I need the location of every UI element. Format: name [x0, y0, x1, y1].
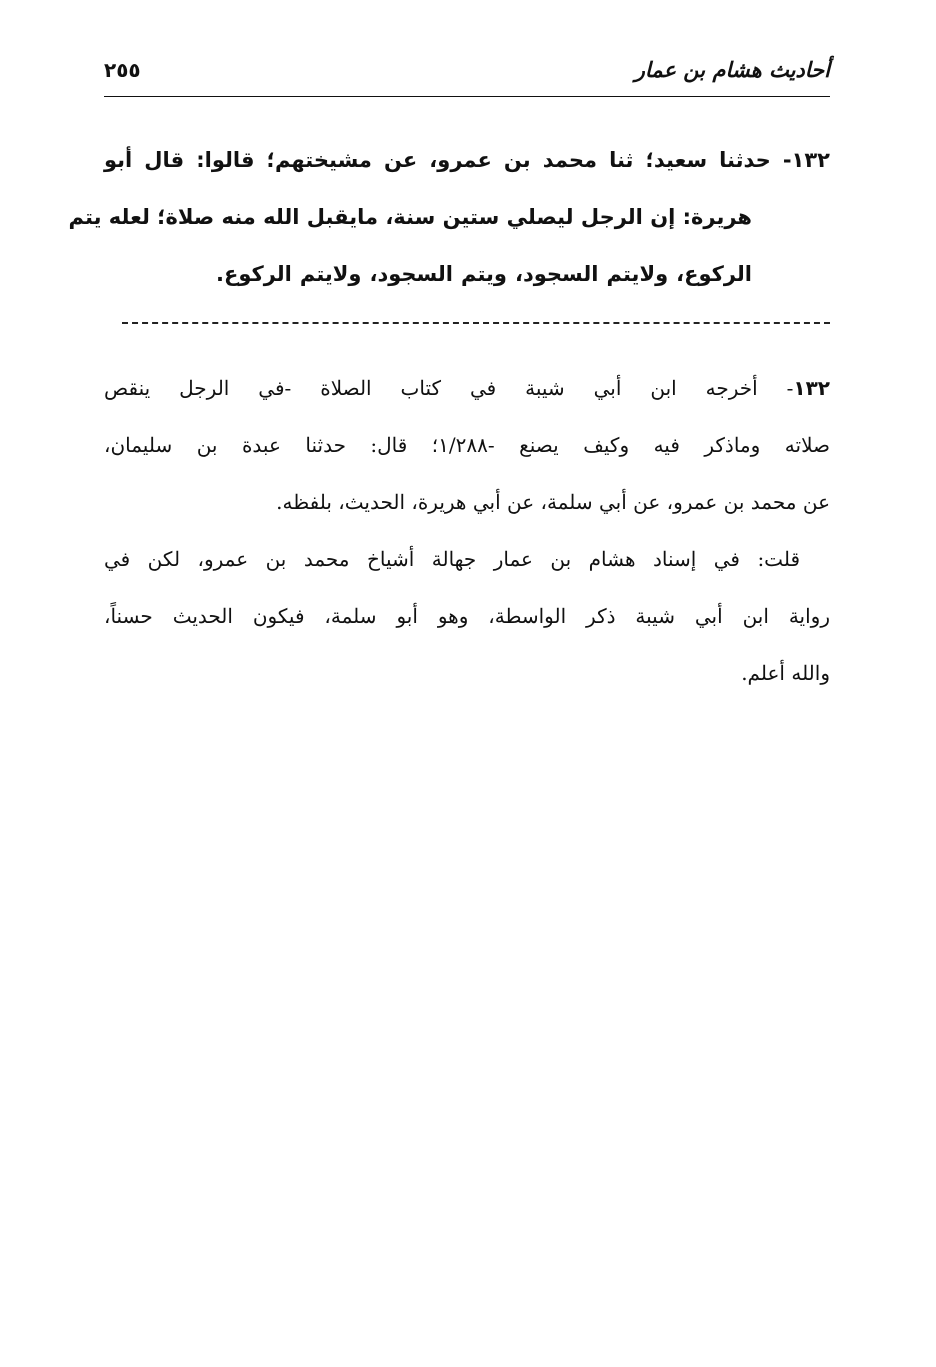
running-header	[104, 50, 830, 97]
hadith-line-2: هريرة: إن الرجل ليصلي ستين سنة، مايقبل الله منه صلاة؛ لعله يتم	[68, 205, 752, 229]
hadith-line-3: الركوع، ولايتم السجود، ويتم السجود، ولايتم الركوع.	[216, 262, 752, 286]
note-number: ١٣٢	[793, 376, 830, 400]
hadith-text	[68, 132, 830, 303]
note-line-2: صلاته وماذكر فيه وكيف يصنع -١/٢٨٨؛ قال: حدثنا عبدة بن سليمان،	[104, 433, 830, 457]
note-line-3: عن محمد بن عمرو، عن أبي سلمة، عن أبي هريرة، الحديث، بلفظه.	[276, 490, 830, 514]
note-line-6: والله أعلم.	[741, 661, 830, 685]
note-line-1	[104, 360, 830, 417]
footnote-separator	[122, 322, 830, 324]
note-line-5: رواية ابن أبي شيبة ذكر الواسطة، وهو أبو سلمة، فيكون الحديث حسناً،	[104, 604, 830, 628]
commentary-text	[104, 360, 830, 702]
note-line-4: قلت: في إسناد هشام بن عمار جهالة أشياخ محمد بن عمرو، لكن في	[104, 547, 800, 571]
header-title: أحاديث هشام بن عمار	[634, 58, 830, 82]
hadith-line-1: ١٣٢- حدثنا سعيد؛ ثنا محمد بن عمرو، عن مشيختهم؛ قالوا: قال أبو	[104, 148, 830, 172]
note-line-1-text: - أخرجه ابن أبي شيبة في كتاب الصلاة -في الرجل ينقص	[104, 376, 794, 400]
page-number: ٢٥٥	[104, 58, 141, 82]
